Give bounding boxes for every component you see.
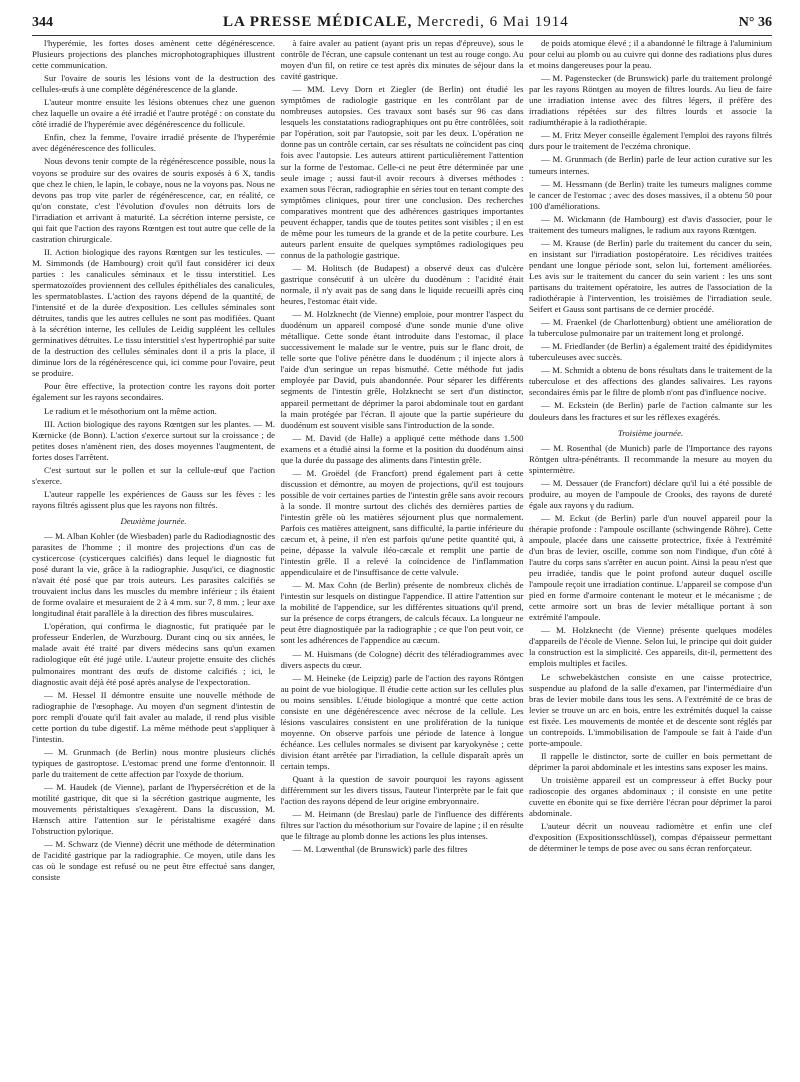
article-paragraph: — M. Dessauer (de Francfort) déclare qu'il lui a été possible de produire, au moyen de l'ampoule de Crooks, des rayons de dureté égale aux rayons γ du radium.: [529, 477, 772, 510]
article-paragraph: L'opération, qui confirma le diagnostic, fut pratiquée par le professeur Enderlen, de Wurzbourg. Durant cinq ou six années, le malade avait été traité par divers médecins sans qu'un examen radiologique eût été jugé utile. L'auteur projette ensuite des clichés pulmonaires montrant des œufs de distome calcifiés ; ici, le diagnostic avait déjà été posé après analyse de l'expectoration.: [32, 621, 275, 687]
article-paragraph: — M. Krause (de Berlin) parle du traitement du cancer du sein, en insistant sur l'irradiation postopératoire. Les récidives traitées pendant une longue période sont, selon lui, fortement améliorées. Les avis sur le traitement du cancer du sein varient : les uns sont partisans du traitement opératoire, les autres de l'association de la radiothérapie à l'intervention, les troisièmes de l'irradiation seule. Seifert et Gauss sont partisans de ce dernier procédé.: [529, 237, 772, 315]
article-paragraph: — M. Friedlander (de Berlin) a également traité des épididymites tuberculeuses avec succès.: [529, 341, 772, 363]
article-paragraph: — M. Grunmach (de Berlin) nous montre plusieurs clichés typiques de gastroptose. L'estomac prend une forme d'entonnoir. Il parle du traitement de cette affection par l'oxyde de thorium.: [32, 746, 275, 779]
article-paragraph: C'est surtout sur le pollen et sur la cellule-œuf que l'action s'exerce.: [32, 464, 275, 486]
article-paragraph: — M. Eckstein (de Berlin) parle de l'action calmante sur les douleurs dans les fractures et sur les réflexes exagérés.: [529, 400, 772, 422]
article-paragraph: à faire avaler au patient (ayant pris un repas d'épreuve), sous le contrôle de l'écran, une capsule contenant un test au rouge congo. Au moyen d'un fil, on retire ce test après dix minutes de séjour dans la cavité gastrique.: [280, 38, 524, 82]
article-columns: [32, 38, 772, 1078]
session-day-heading: Troisième journée.: [617, 427, 684, 438]
article-paragraph: — M. Alban Kohler (de Wiesbaden) parle du Radiodiagnostic des parasites de l'homme ; il montre des projections d'un cas de cysticercose (cysticerques calcifiés) dans lequel le diagnostic fut posé durant la vie, grâce à la radiographie. Jusqu'ici, ce diagnostic n'avait été posé que par trois auteurs. Les parasites calcifiés se trouvaient inclus dans les muscles du membre inférieur ; ils étaient de forme ovalaire et mesuraient de 2 à 4 mm. sur 7, 8 mm. ; leur axe longitudinal était parallèle à la direction des fibres musculaires.: [32, 530, 275, 619]
page-number: 344: [32, 15, 53, 30]
article-paragraph: Enfin, chez la femme, l'ovaire irradié présente de l'hyperémie avec dégénérescence des follicules.: [32, 132, 275, 154]
article-paragraph: l'hyperémie, les fortes doses amènent cette dégénérescence. Plusieurs projections des planches microphotographiques illustrent cette communication.: [32, 38, 275, 71]
article-paragraph: — M. Wickmann (de Hambourg) est d'avis d'associer, pour le traitement des tumeurs malignes, le radium aux rayons Rœntgen.: [529, 213, 772, 235]
article-paragraph: — MM. Levy Dorn et Ziegler (de Berlin) ont étudié les symptômes de radiologie gastrique en les contrôlant par de nombreuses autopsies. Ces travaux sont basés sur 96 cas dans lesquels les constatations radiographiques ont pu être contrôlées, soit par l'opération, soit par l'autopsie, soit par les deux. L'opération ne donne pas un contrôle certain, car ses résultats ne coïncident pas cinq fois avec l'autopsie. Les auteurs attirent particulièrement l'attention sur la forme de l'estomac. Celle-ci ne peut être déterminée par une seule image ; aussi faut-il avoir recours à diverses méthodes : examen sous l'écran, radiographie en séries tout en tenant compte des symptômes cliniques, pour tirer une conclusion. Des recherches comparatives montrent que des adhérences gastriques importantes peuvent échapper, tandis que de toutes petites sont visibles ; il en est de même pour les tumeurs de la grande et de la petite courbure. Les auteurs parlent ensuite de quelques symptômes radiologiques peu connus de la pathologie gastrique.: [280, 84, 524, 260]
article-paragraph: — M. Pagenstecker (de Brunswick) parle du traitement prolongé par les rayons Röntgen au moyen de filtres lourds. Au lieu de faire une irradiation intense avec des filtres légers, il préfère des irradiations répétées sur des filtres lourds et associe la radiumthérapie à la radiothérapie.: [529, 73, 772, 128]
article-paragraph: — M. Schwarz (de Vienne) décrit une méthode de détermination de l'acidité gastrique par la radiographie. Ce moyen, utile dans les cas où le sondage est refusé ou ne peut être effectué sans danger, consiste: [32, 839, 275, 883]
article-paragraph: — M. Haudek (de Vienne), parlant de l'hypersécrétion et de la motilité gastrique, dit que si la sécrétion gastrique augmente, les mouvements péristaltiques s'exagèrent. Dans la discussion, M. Hænsch attire l'attention sur le péristaltisme exagéré dans l'obstruction pylorique.: [32, 782, 275, 837]
article-paragraph: — M. Heimann (de Breslau) parle de l'influence des différents filtres sur l'action du mésothorium sur l'ovaire de lapine ; il en résulte que le filtrage au plomb donne les actions les plus intenses.: [280, 809, 524, 842]
column-left: [32, 38, 275, 1078]
article-paragraph: — M. Huismans (de Cologne) décrit des téléradiogrammes avec divers aspects du cœur.: [280, 648, 524, 670]
column-right: [529, 38, 772, 1078]
article-paragraph: Le radium et le mésothorium ont la même action.: [44, 405, 217, 416]
journal-masthead: [223, 14, 569, 31]
article-paragraph: — M. Holitsch (de Budapest) a observé deux cas d'ulcère gastrique consécutif à un ulcère du duodénum : l'acidité était normale, il n'y avait pas de sang dans le liquide recueilli après cinq heures, l'estomac était vide.: [280, 262, 524, 307]
article-paragraph: II. Action biologique des rayons Rœntgen sur les testicules. — M. Simmonds (de Hambourg) croit qu'il faut considérer ici deux parties : les canalicules séminaux et le tissu interstitiel. Les spermatozoïdes proviennent des cellules épithéliales des canalicules, les spermatoblastes. L'action des rayons dépend de la quantité, de l'intensité et de la durée d'exposition. Les cellules séminales sont détruites, tandis que les autres cellules ne sont pas modifiées. Quant à la sécrétion interne, les cellules de Leidig suppléent les cellules germinatives détruites. Le tissu interstitiel s'est hypertrophié par suite de la destruction des cellules séminales dont il a pris la place, il diminue lors de la régénérescence qui, ici comme pour l'ovaire, peut se produire.: [32, 246, 275, 379]
article-paragraph: — M. Groëdel (de Francfort) prend également part à cette discussion et démontre, au moyen de projections, qu'il est toujours possible de voir certaines parties de l'intestin grêle sans avoir recours à la sonde. Il montre surtout des clichés des dernières parties de l'intestin grêle où les matières séjournent plus que normalement. Parfois ces matières atteignent, sans difficulté, la partie inférieure du cæcum et, à peine, il n'en est parfois qu'une petite quantité qui, à peine, dépasse la valvule iléo-cæcale et remplit une partie de l'intestin grêle. Il a relevé la coïncidence de l'inflammation appendiculaire et de l'insuffisance de cette valvule.: [280, 467, 524, 578]
header-rule: [32, 35, 772, 36]
issue-number: N° 36: [738, 15, 772, 30]
article-paragraph: — M. Holzknecht (de Vienne) présente quelques modèles d'appareils de l'école de Vienne. Selon lui, le principe qui doit guider la construction est la simplicité. Ces appareils, dit-il, permettent des emplois multiples et faciles.: [529, 625, 772, 669]
article-paragraph: — M. Eckut (de Berlin) parle d'un nouvel appareil pour la thérapie profonde : l'ampoule oscillante (schwingende Röhre). Cette ampoule, placée dans une caissette protectrice, fixée à l'extrémité d'un bras de levier, oscille, comme son nom l'indique, d'un côté à l'autre du corps sans s'arrêter en aucun point. Ainsi la peau n'est que peu irradiée, tandis que le point profond auteur duquel oscille l'ampoule reçoit une irradiation continue. L'appareil se compose d'un pied en forme d'armoire contenant le moteur et le mécanisme ; de cette armoire sort un bras de levier métallique portant à son extrémité l'ampoule.: [529, 512, 772, 623]
column-middle: [281, 38, 524, 1078]
article-paragraph: L'auteur décrit un nouveau radiomètre et enfin une clef d'exposition (Expositionsschlüssel), compas d'épaisseur permettant de déterminer le temps de pose avec ou sans écran renforçateur.: [529, 821, 772, 854]
article-paragraph: Un troisième appareil est un compresseur à effet Bucky pour radioscopie des organes abdominaux ; il consiste en une petite cuvette en ébonite qui se fixe derrière l'écran pour déprimer la paroi abdominale.: [529, 774, 772, 819]
article-paragraph: — M. Hessel II démontre ensuite une nouvelle méthode de radiographie de l'œsophage. Au moyen d'un segment d'intestin de porc rempli d'ouate qu'il fait avaler au malade, il rend plus visible cette portion du tube digestif. La même méthode peut s'appliquer à l'intestin.: [32, 689, 275, 744]
journal-title: LA PRESSE MÉDICALE,: [222, 14, 413, 30]
article-paragraph: Quant à la question de savoir pourquoi les rayons agissent différemment sur les divers tissus, l'auteur l'interprète par le fait que l'action des rayons dépend de leur origine embryonnaire.: [280, 774, 524, 807]
article-paragraph: III. Action biologique des rayons Rœntgen sur les plantes. — M. Kœrnicke (de Bonn). L'action s'exerce surtout sur la croissance ; de petites doses n'amènent rien, des doses moyennes l'augmentent, de fortes doses l'arrêtent.: [32, 418, 275, 462]
article-paragraph: de poids atomique élevé ; il a abandonné le filtrage à l'aluminium pour celui au plomb ou au cuivre qui donne des radiations plus dures et moins dangereuses pour la peau.: [529, 38, 772, 71]
article-paragraph: — M. Max Cohn (de Berlin) présente de nombreux clichés de l'intestin sur lesquels on distingue l'appendice. Il attire l'attention sur la mobilité de l'appendice, sur les différentes situations qu'il prend, sur la présence de corps étrangers, de calculs fécaux. La longueur ne peut être diagnostiquée par la radiographie ; ce que l'on peut voir, ce sont les adhérences de l'appendice au cæcum.: [280, 580, 524, 646]
article-paragraph: Il rappelle le distinctor, sorte de cuiller en bois permettant de déprimer la paroi abdominale et les intestins sans exposer les mains.: [529, 750, 772, 772]
article-paragraph: — M. David (de Halle) a appliqué cette méthode dans 1.500 examens et a étudié ainsi la forme et la position du duodénum ainsi que la durée du passage des aliments dans l'intestin grêle.: [280, 432, 524, 465]
article-paragraph: Le schwebekästchen consiste en une caisse protectrice, suspendue au plafond de la salle d'examen, par l'intermédiaire d'un bras de levier mobile dans tous les sens. A l'extrémité de ce bras de levier se trouve un arc en bois, entre les extrémités duquel la caisse est fixée. Les mouvements de montée et de descente sont réglés par un contrepoids. L'immobilisation de l'ampoule se fait à l'aide d'un porte-ampoule.: [529, 671, 772, 748]
article-paragraph: Sur l'ovaire de souris les lésions vont de la destruction des cellules-œufs à une complète dégénérescence de la glande.: [32, 73, 275, 95]
article-paragraph: — M. Fritz Meyer conseille également l'emploi des rayons filtrés durs pour le traitement de l'eczéma chronique.: [529, 130, 772, 152]
article-paragraph: — M. Grunmach (de Berlin) parle de leur action curative sur les tumeurs internes.: [529, 154, 772, 176]
page-header: [32, 14, 772, 34]
article-paragraph: — M. Rosenthal (de Munich) parle de l'Importance des rayons Röntgen ultra-pénétrants. Il recommande la mesure au moyen du spintermètre.: [529, 442, 772, 475]
article-paragraph: — M. Schmidt a obtenu de bons résultats dans le traitement de la tuberculose et des affections des glandes salivaires. Les rayons secondaires émis par le filtre de plomb n'ont pas d'influence nocive.: [529, 365, 772, 398]
article-paragraph: — M. Holzknecht (de Vienne) emploie, pour montrer l'aspect du duodénum un appareil composé d'une sonde munie d'une olive métallique. Cette sonde étant introduite dans l'estomac, il place successivement le malade sur le ventre, puis sur le flanc droit, de telle sorte que l'olive pénètre dans le duodénum ; il injecte alors à l'aide d'un seringue un repas bismuthé. Cette méthode fut jadis employée par David, puis abandonnée. Pour séparer les différents segments de l'intestin grêle, Holzknecht se sert d'un distinctor, appareil permettant de déprimer la paroi abdominale tout en gardant la main protégée par l'écran. Il ajoute que la partie supérieure du duodénum est souvent visible sans l'introduction de la sonde.: [280, 309, 524, 430]
article-paragraph: L'auteur montre ensuite les lésions obtenues chez une guenon chez laquelle un ovaire a été irradié et l'autre protégé : on constate du côté irradié de l'hyperémie avec dégénérescence du follicule.: [32, 97, 275, 130]
article-paragraph: — M. Fraenkel (de Charlottenburg) obtient une amélioration de la tuberculose pulmonaire par un traitement long et prolongé.: [529, 317, 772, 339]
issue-date: Mercredi, 6 Mai 1914: [417, 14, 569, 30]
article-paragraph: — M. Heineke (de Leipzig) parle de l'action des rayons Röntgen au point de vue biologique. Il étudie cette action sur les cellules plus ou moins sensibles. L'étude biologique a montré que cette action consiste en une dégénérescence avec nécrose de la cellule. Les lésions vasculaires consistent en une prolifération de la tunique moyenne. On observe parfois une période de latence à longue échéance. Les cellules normales se divisent par karyokynèse ; cette division étant arrêtée par l'irradiation, la cellule disparaît après un certain temps.: [280, 672, 524, 771]
article-paragraph: L'auteur rappelle les expériences de Gauss sur les fèves : les rayons filtrés agissent plus que les rayons non filtrés.: [32, 488, 275, 510]
article-paragraph: — M. Lœwenthal (de Brunswick) parle des filtres: [292, 844, 468, 855]
article-paragraph: Pour être effective, la protection contre les rayons doit porter également sur les rayons secondaires.: [32, 381, 275, 403]
session-day-heading: Deuxième journée.: [120, 515, 187, 526]
article-paragraph: — M. Hessmann (de Berlin) traite les tumeurs malignes comme le cancer de l'estomac ; avec des doses massives, il a obtenu 50 pour 100 d'améliorations.: [529, 178, 772, 211]
article-paragraph: Nous devons tenir compte de la régénérescence possible, nous la voyons se produire sur des ovaires de souris exposés à 6 X, tandis que chez le chien, le lapin, le cobaye, nous ne la voyons pas. Nous ne devons pas trop vite parler de régénérescence, car, en réalité, ce qu'on constate, c'est l'évolution d'ovules non détruits lors de l'irradiation et arrivant à maturité. La sécrétion interne persiste, ce qui fait que l'action des rayons Rœntgen est tout autre que celle de la castration chirurgicale.: [32, 156, 275, 244]
